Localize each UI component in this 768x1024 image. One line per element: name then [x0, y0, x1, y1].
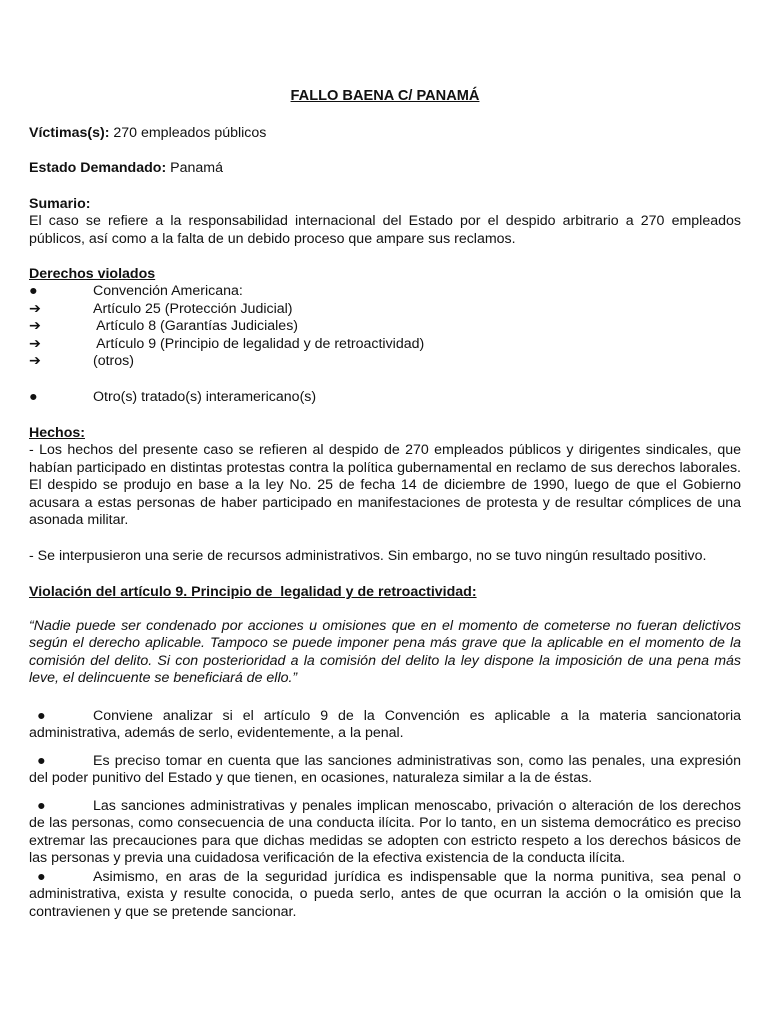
other-treaties-item: [29, 389, 741, 406]
state-line: [29, 160, 741, 177]
arrow-icon: ➔: [29, 300, 41, 317]
analysis-bullet-text: Asimismo, en aras de la seguridad jurídica es indispensable que la norma punitiva, sea penal o administrativa, exista y resulte conocida, o pueda serlo, antes de que ocurran la acción o la omisión que la contravienen y que se pretende sancionar.: [29, 869, 741, 920]
summary-section: [29, 196, 741, 248]
facts-paragraph-2: [29, 548, 741, 565]
bullet-icon: ●: [37, 708, 46, 724]
victims-label: Víctimas(s):: [29, 125, 110, 141]
bullet-icon: ●: [37, 798, 46, 814]
arrow-icon: ➔: [29, 318, 41, 335]
rights-item-text: Convención Americana:: [93, 283, 243, 300]
bullet-icon: ●: [37, 753, 46, 769]
analysis-bullet: [29, 753, 741, 788]
analysis-bullet-text: Es preciso tomar en cuenta que las sanciones administrativas son, como las penales, una expresión del poder punitivo del Estado y que tienen, en ocasiones, naturaleza similar a la de éstas.: [29, 753, 741, 787]
rights-item-text: Artículo 8 (Garantías Judiciales): [93, 318, 299, 335]
rights-item: [29, 301, 741, 318]
state-label: Estado Demandado:: [29, 160, 167, 176]
analysis-bullet: [29, 869, 741, 921]
analysis-bullet: [29, 708, 741, 743]
other-treaties-text: Otro(s) tratado(s) interamericano(s): [93, 389, 317, 405]
state-value: Panamá: [166, 160, 223, 176]
rights-item: [29, 283, 741, 300]
summary-heading: Sumario:: [29, 196, 91, 212]
violation-heading-block: [29, 584, 741, 601]
summary-text: El caso se refiere a la responsabilidad internacional del Estado por el despido arbitrario a 270 empleados públicos, así como a la falta de un debido proceso que ampare sus reclamos.: [29, 213, 741, 247]
rights-item-text: (otros): [93, 352, 134, 369]
analysis-bullet-text: Conviene analizar si el artículo 9 de la Convención es aplicable a la materia sancionatoria administrativa, además de serlo, evidentemente, a la penal.: [29, 708, 741, 742]
rights-heading: Derechos violados: [29, 266, 156, 282]
bullet-icon: ●: [37, 869, 46, 885]
victims-line: [29, 125, 741, 142]
article-quote: “Nadie puede ser condenado por acciones u omisiones que en el momento de cometerse no fueran delictivos según el derecho aplicable. Tampoco se puede imponer pena más grave que la aplicable en el momento de la comisión del delito. Si con posterioridad a la comisión del delito la ley dispone la imposición de una pena más leve, el delincuente se beneficiará de ello.”: [29, 618, 741, 687]
rights-item: [29, 318, 741, 335]
analysis-bullet-text: Las sanciones administrativas y penales implican menoscabo, privación o alteración de los derechos de las personas, como consecuencia de una conducta ilícita. Por lo tanto, en un sistema democrático es preciso extremar las precauciones para que dichas medidas se adopten con estricto respeto a los derechos básicos de las personas y previa una cuidadosa verificación de la efectiva existencia de la conducta ilícita.: [29, 798, 741, 867]
rights-item: [29, 336, 741, 353]
analysis-bullet: [29, 798, 741, 868]
rights-item: [29, 353, 741, 370]
facts-paragraph: - Los hechos del presente caso se refieren al despido de 270 empleados públicos y dirigentes sindicales, que habían participado en distintas protestas contra la política gubernamental en reclamo de sus derechos laborales. El despido se produjo en base a la ley No. 25 de fecha 14 de diciembre de 1990, luego de que el Gobierno acusara a estas personas de haber participado en manifestaciones de protesta y de resultar cómplices de una asonada militar.: [29, 442, 741, 529]
bullet-icon: ●: [29, 389, 38, 405]
bullet-icon: ●: [29, 283, 38, 300]
facts-paragraph: - Se interpusieron una serie de recursos administrativos. Sin embargo, no se tuvo ningún resultado positivo.: [29, 548, 707, 564]
rights-section: [29, 266, 741, 370]
rights-item-text: Artículo 25 (Protección Judicial): [93, 300, 293, 317]
facts-section: [29, 425, 741, 529]
facts-heading: Hechos:: [29, 425, 85, 441]
rights-item-text: Artículo 9 (Principio de legalidad y de retroactividad): [93, 335, 425, 352]
document-title: FALLO BAENA C/ PANAMÁ: [290, 88, 480, 104]
victims-value: 270 empleados públicos: [109, 125, 267, 141]
violation-heading: Violación del artículo 9. Principio de legalidad y de retroactividad:: [29, 584, 477, 600]
arrow-icon: ➔: [29, 352, 41, 369]
arrow-icon: ➔: [29, 335, 41, 352]
